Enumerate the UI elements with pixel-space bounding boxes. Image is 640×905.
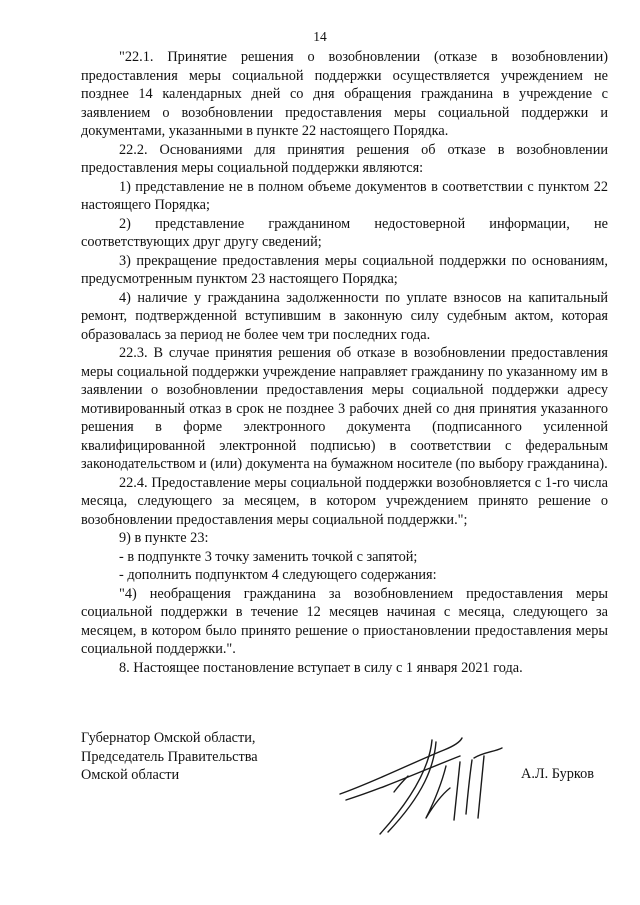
list-item-2: 2) представление гражданином недостоверной информации, не соответствующих друг другу сведений;: [81, 215, 608, 250]
item-9-heading: 9) в пункте 23:: [119, 530, 209, 546]
item-8-effective-date: 8. Настоящее постановление вступает в силу с 1 января 2021 года.: [119, 659, 523, 676]
item-9-dash-2: - дополнить подпунктом 4 следующего содержания:: [119, 567, 437, 583]
signatory-title-block: [81, 729, 258, 785]
paragraph-22-3: 22.3. В случае принятия решения об отказе в возобновлении предоставления меры социальной поддержки учреждение направляет гражданину по указанному им в заявлении о возобновлении предоставления меры социальной поддержки адресу мотивированный отказ в срок не позднее 3 рабочих дней со дня принятия указанного решения в форме электронного документа (подписанного усиленной квалифицированной электронной подписью) в соответствии с федеральным законодательством и (или) документа на бумажном носителе (по выбору гражданина).: [81, 345, 608, 472]
signatory-title-line-1: Губернатор Омской области,: [81, 730, 256, 746]
paragraph-22-2: 22.2. Основаниями для принятия решения об отказе в возобновлении предоставления меры социальной поддержки являются:: [81, 141, 608, 176]
document-body: [81, 48, 608, 677]
list-item-3: 3) прекращение предоставления меры социальной поддержки по основаниям, предусмотренным пунктом 23 настоящего Порядка;: [81, 252, 608, 287]
paragraph-22-4: 22.4. Предоставление меры социальной поддержки возобновляется с 1-го числа месяца, следующего за месяцем, в котором учреждением принято решение о возобновлении предоставления меры социальной поддержки.";: [81, 474, 608, 528]
paragraph-22-1: "22.1. Принятие решения о возобновлении (отказе в возобновлении) предоставления меры социальной поддержки осуществляется учреждением не позднее 14 календарных дней со дня обращения гражданина в учреждение с заявлением о возобновлении предоставления меры социальной поддержки и документами, указанными в пункте 22 настоящего Порядка.: [81, 49, 608, 139]
signatory-title-line-3: Омской области: [81, 767, 180, 783]
item-9-dash-1: - в подпункте 3 точку заменить точкой с запятой;: [119, 548, 418, 565]
list-item-4: 4) наличие у гражданина задолженности по уплате взносов на капитальный ремонт, подтвержденной вступившим в законную силу судебным актом, которая образовалась за период не более чем три последних года.: [81, 289, 608, 343]
quoted-subitem-4: "4) необращения гражданина за возобновлением предоставления меры социальной поддержки в течение 12 месяцев начиная с месяца, следующего за месяцем, в котором было принято решение о приостановлении предоставления меры социальной поддержки.".: [81, 585, 608, 657]
signer-name: А.Л. Бурков: [521, 766, 595, 782]
page-number: 14: [313, 29, 327, 44]
signatory-title-line-2: Председатель Правительства: [81, 748, 258, 765]
list-item-1: 1) представление не в полном объеме документов в соответствии с пунктом 22 настоящего Порядка;: [81, 178, 608, 213]
handwritten-signature: [334, 722, 509, 842]
